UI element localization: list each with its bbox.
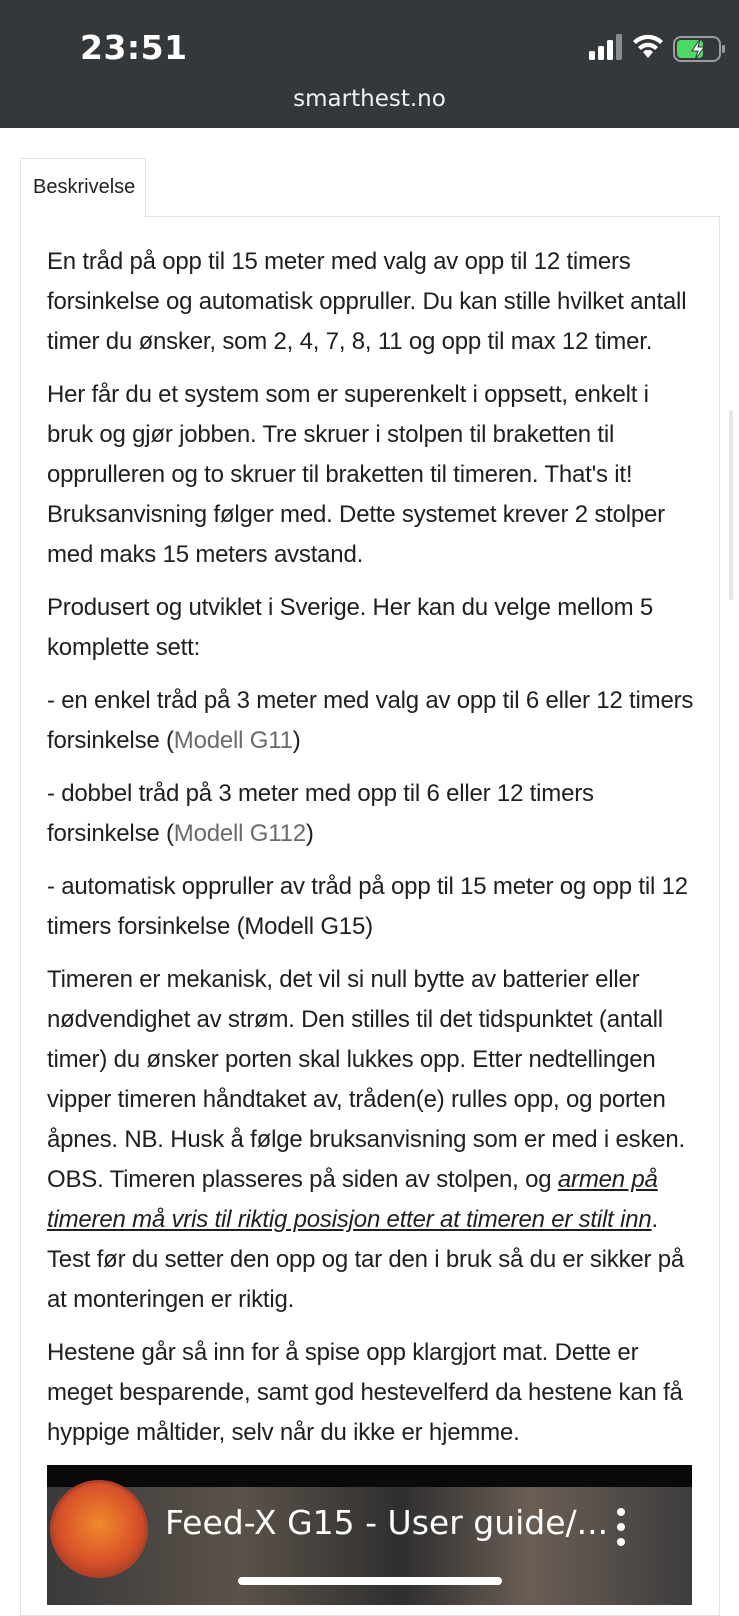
setup-paragraph: Her får du et system som er superenkelt i oppsett, enkelt i bruk og gjør jobben. Tre skruer i stolpen til braketten til opprulleren og to skruer til braketten til timeren. That's it! Bruksanvisning følger med. Dette systemet krever 2 stolper med maks 15 meters avstand. <box>47 381 665 568</box>
description-content <box>47 242 697 1466</box>
wifi-icon <box>631 32 665 60</box>
more-vertical-icon[interactable] <box>615 1507 627 1547</box>
list-item-g112 <box>47 774 697 854</box>
model-g112-link[interactable]: Modell G112 <box>173 820 306 847</box>
channel-logo[interactable] <box>50 1480 148 1578</box>
timer-text: Timeren er mekanisk, det vil si null bytte av batterier eller nødvendighet av strøm. Den stilles til det tidspunktet (antall timer) du ønsker porten skal lukkes opp. Etter nedtellingen vipper timeren håndtaket av, tråden(e) rulles opp, og porten åpnes. NB. Husk å følge bruksanvisning som er med i esken. OBS. Timeren plasseres på siden av stolpen, og <box>47 966 686 1193</box>
item-suffix: ) <box>305 820 314 847</box>
item-text: - en enkel tråd på 3 meter med valg av opp til 6 eller 12 timers forsinkelse ( <box>47 687 694 754</box>
model-g11-link[interactable]: Modell G11 <box>173 727 293 754</box>
item-suffix: ) <box>292 727 301 754</box>
address-bar-url[interactable]: smarthest.no <box>293 86 446 112</box>
tab-label: Beskrivelse <box>33 176 136 198</box>
page-scrollbar[interactable] <box>729 410 733 600</box>
status-time: 23:51 <box>80 28 188 67</box>
browser-status-bar <box>0 0 739 128</box>
tab-beskrivelse[interactable] <box>20 158 146 218</box>
battery-charging-icon <box>673 35 727 63</box>
horses-paragraph: Hestene går så inn for å spise opp klargjort mat. Dette er meget besparende, samt god hestevelferd da hestene kan få hyppige måltider, selv når du ikke er hjemme. <box>47 1339 683 1446</box>
video-title[interactable]: Feed-X G15 - User guide/... <box>165 1503 609 1542</box>
timer-text-end: . Test før du setter den opp og tar den i bruk så du er sikker på at monteringen er riktig. <box>47 1206 685 1313</box>
list-item-g11 <box>47 681 697 761</box>
timer-emphasis: armen på timeren må vris til riktig posisjon etter at timeren er stilt inn <box>47 1166 658 1233</box>
origin-paragraph: Produsert og utviklet i Sverige. Her kan du velge mellom 5 komplette sett: <box>47 594 654 661</box>
list-item-g15: - automatisk oppruller av tråd på opp til 15 meter og opp til 12 timers forsinkelse (Modell G15) <box>47 873 688 940</box>
home-indicator[interactable] <box>238 1577 502 1585</box>
timer-paragraph <box>47 960 697 1320</box>
item-text: - dobbel tråd på 3 meter med opp til 6 eller 12 timers forsinkelse ( <box>47 780 594 847</box>
intro-paragraph: En tråd på opp til 15 meter med valg av opp til 12 timers forsinkelse og automatisk oppruller. Du kan stille hvilket antall timer du ønsker, som 2, 4, 7, 8, 11 og opp til max 12 timer. <box>47 248 687 355</box>
signal-icon <box>589 34 625 60</box>
